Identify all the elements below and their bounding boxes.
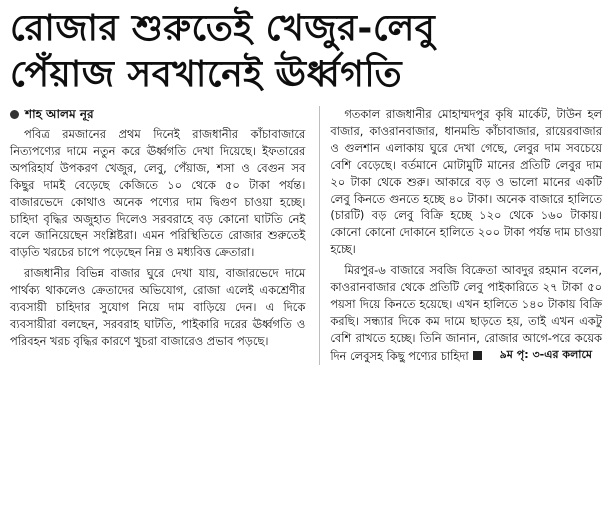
article-body [10,106,602,365]
right-column [319,106,602,365]
paragraph-text: মিরপুর-৬ বাজারে সবজি বিক্রেতা আবদুর রহমান বলেন, কাওরানবাজার থেকে প্রতিটি লেবু পাইকারিতে ২৭ টাকা ৫০ পয়সা দিয়ে কিনতে হয়েছে। এখন হালিতে ১৪০ টাকায় বিক্রি করছি। সন্ধ্যার দিকে কম দামে ছাড়তে হয়, তাই এখন একটু বেশি রাখতে হচ্ছে। তিনি জানান, রোজার আগে-পরে কয়েক দিন লেবুসহ কিছু পণ্যের চাহিদা [330,263,602,363]
left-column [10,106,305,365]
author-name: শাহ আলম নূর [25,107,94,121]
paragraph [330,262,602,364]
paragraph: পবিত্র রমজানের প্রথম দিনেই রাজধানীর কাঁচাবাজারে নিত্যপণ্যের দামে নতুন করে ঊর্ধ্বগতি দেখা দিয়েছে। ইফতারের অপরিহার্য উপকরণ খেজুর, লেবু, পেঁয়াজ, শসা ও বেগুন সব কিছুর দামই বেড়েছে কেজিতে ১০ থেকে ৫০ টাকা পর্যন্ত। বাজারভেদে কোথাও অনেক পণ্যের দাম দ্বিগুণ চাওয়া হচ্ছে। চাহিদা বৃদ্ধির অজুহাত দিলেও সরবরাহে বড় কোনো ঘাটতি নেই বলে জানিয়েছেন সংশ্লিষ্টরা। এমন পরিস্থিতিতে রোজার শুরুতেই বাড়তি খরচের চাপে পড়েছেন নিম্ন ও মধ্যবিত্ত ক্রেতারা। [10,127,306,260]
bullet-icon [10,110,19,119]
byline [10,106,305,122]
paragraph: রাজধানীর বিভিন্ন বাজার ঘুরে দেখা যায়, বাজারভেদে দামে পার্থক্য থাকলেও ক্রেতাদের অভিযোগ, রোজা এলেই একশ্রেণীর ব্যবসায়ী চাহিদার সুযোগ নিয়ে দাম বাড়িয়ে দেন। এ দিকে ব্যবসায়ীরা বলছেন, সরবরাহ ঘাটতি, পাইকারি দরের ঊর্ধ্বগতি ও পরিবহন খরচ বৃদ্ধির কারণে খুচরা বাজারেও প্রভাব পড়ছে। [10,266,306,348]
headline-line-1: রোজার শুরুতেই খেজুর-লেবু [10,8,436,49]
paragraph: গতকাল রাজধানীর মোহাম্মদপুর কৃষি মার্কেট, টাউন হল বাজার, কাওরানবাজার, ধানমন্ডি কাঁচাবাজার, রায়েরবাজার ও গুলশান এলাকায় ঘুরে দেখা গেছে, লেবুর দাম সবচেয়ে বেশি বেড়েছে। বর্তমানে মোটামুটি মানের প্রতিটি লেবুর দাম ২০ টাকা থেকে শুরু। আকারে বড় ও ভালো মানের একটি লেবু কিনতে গুনতে হচ্ছে ৪০ টাকা। অনেক বাজারে হালিতে (চারটি) বড় লেবু বিক্রি হচ্ছে ১২০ থেকে ১৬০ টাকায়। কোনো কোনো দোকানে হালিতে ২০০ টাকা পর্যন্ত দাম চাওয়া হচ্ছে। [330,107,602,257]
continuation-text: ৯ম পৃ: ৩-এর কলামে [499,347,593,361]
article-headline [10,6,602,98]
continuation-note [473,347,592,364]
square-bullet-icon [473,351,482,360]
headline-line-2: পেঁয়াজ সবখানেই ঊর্ধ্বগতি [10,54,403,95]
